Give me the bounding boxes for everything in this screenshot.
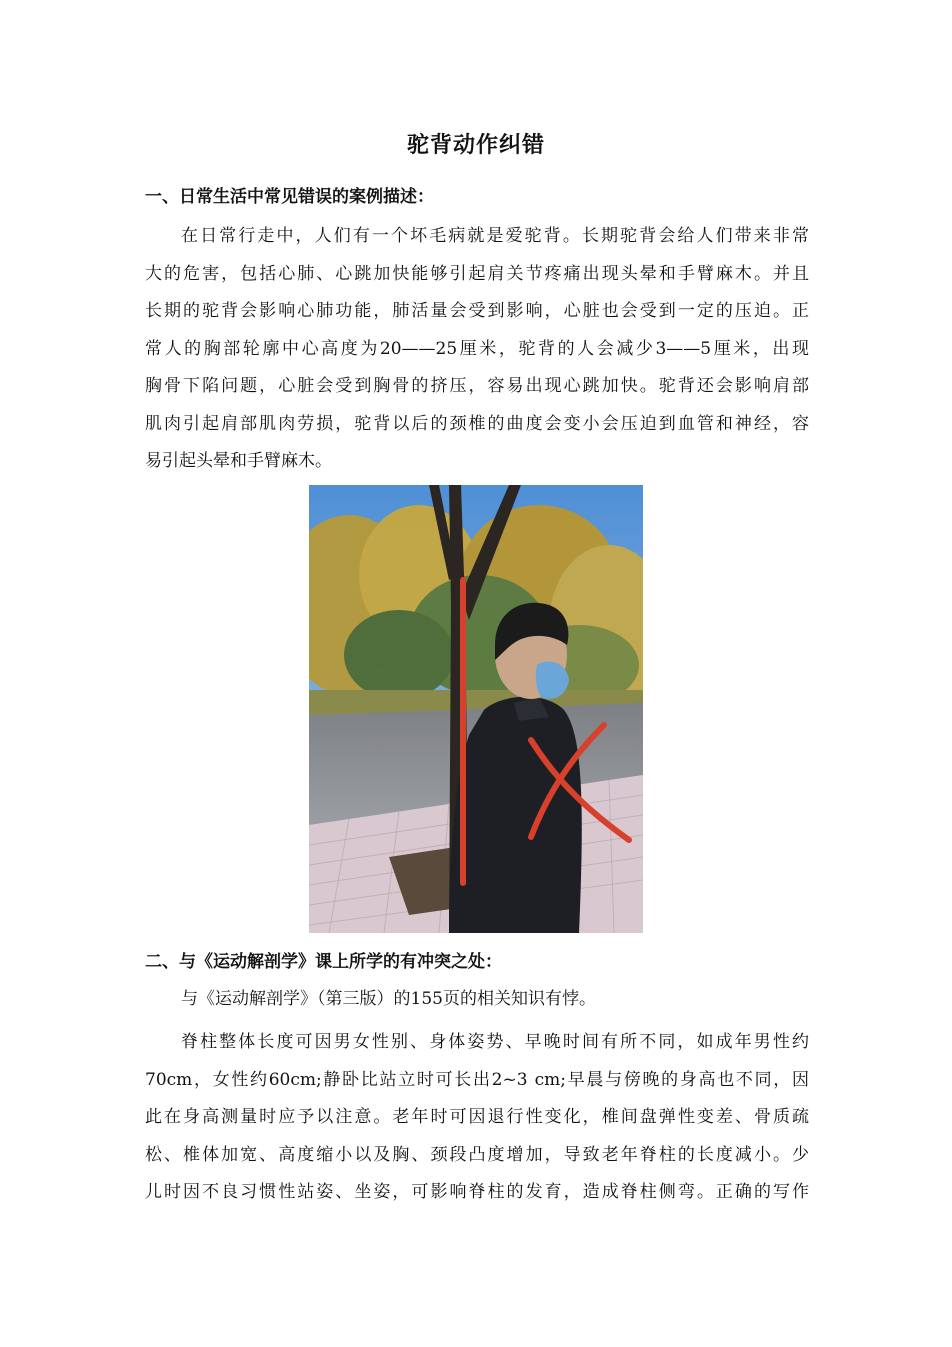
posture-photo	[309, 485, 643, 933]
paragraph-line: 儿时因不良习惯性站姿、坐姿，可影响脊柱的发育，造成脊柱侧弯。正确的写作	[145, 1182, 809, 1202]
paragraph-line: 70cm，女性约60cm;静卧比站立时可长出2~3 cm;早晨与傍晚的身高也不同，因	[145, 1069, 809, 1090]
section1-paragraph	[145, 218, 809, 481]
paragraph-line: 易引起头晕和手臂麻木。	[145, 451, 332, 471]
paragraph-line: 胸骨下陷问题，心脏会受到胸骨的挤压，容易出现心跳加快。驼背还会影响肩部	[145, 376, 809, 396]
paragraph-line: 大的危害，包括心肺、心跳加快能够引起肩关节疼痛出现头晕和手臂麻木。并且	[145, 263, 809, 284]
section2-intro	[145, 981, 809, 1019]
paragraph-line: 常人的胸部轮廓中心高度为20——25厘米，驼背的人会减少3——5厘米，出现	[145, 338, 809, 359]
paragraph-line: 长期的驼背会影响心肺功能，肺活量会受到影响，心脏也会受到一定的压迫。正	[145, 301, 809, 321]
paragraph-line: 肌肉引起肩部肌肉劳损，驼背以后的颈椎的曲度会变小会压迫到血管和神经，容	[145, 413, 809, 434]
section1-heading: 一、日常生活中常见错误的案例描述：	[145, 187, 434, 207]
paragraph-line: 与《运动解剖学》（第三版）的155页的相关知识有悖。	[181, 989, 596, 1009]
tree-foliage	[309, 505, 643, 705]
paragraph-line: 此在身高测量时应予以注意。老年时可因退行性变化，椎间盘弹性变差、骨质疏	[145, 1107, 809, 1127]
section2-paragraph	[145, 1024, 809, 1212]
page-title: 驼背动作纠错	[406, 133, 545, 158]
paragraph-line: 松、椎体加宽、高度缩小以及胸、颈段凸度增加，导致老年脊柱的长度减小。少	[145, 1144, 809, 1165]
section2-heading: 二、与《运动解剖学》课上所学的有冲突之处：	[145, 952, 502, 972]
paragraph-line: 在日常行走中，人们有一个坏毛病就是爱驼背。长期驼背会给人们带来非常	[181, 226, 809, 246]
paragraph-line: 脊柱整体长度可因男女性别、身体姿势、早晚时间有所不同，如成年男性约	[181, 1032, 809, 1052]
